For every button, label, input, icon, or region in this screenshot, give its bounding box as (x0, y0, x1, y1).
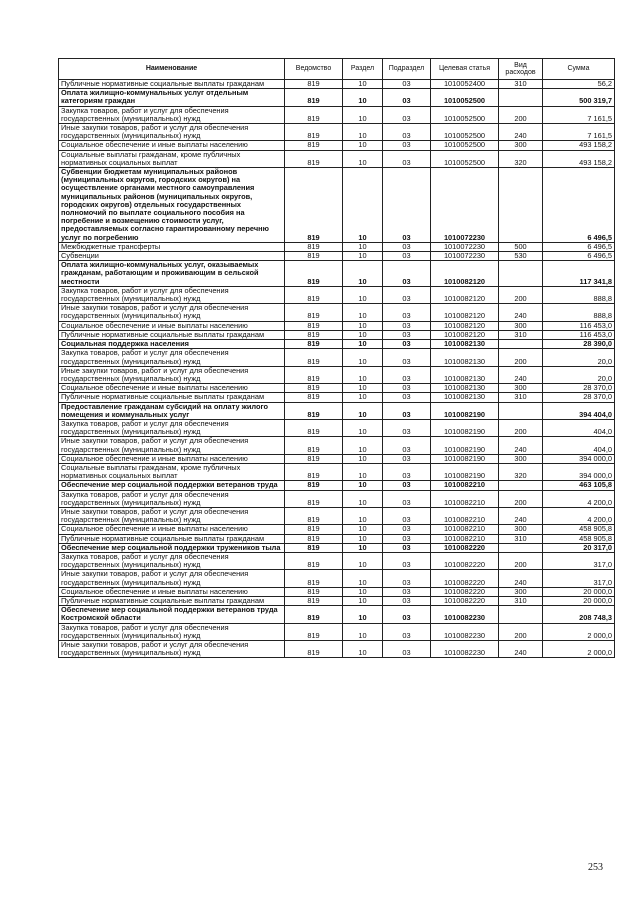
cell-subsection: 03 (383, 543, 431, 552)
cell-name: Закупка товаров, работ и услуг для обеспечения государственных (муниципальных) нужд (59, 623, 285, 640)
cell-dept: 819 (285, 340, 343, 349)
table-body (59, 80, 615, 658)
cell-section: 10 (343, 242, 383, 251)
cell-sum: 500 319,7 (543, 89, 615, 106)
cell-section: 10 (343, 124, 383, 141)
table-row (59, 168, 615, 243)
cell-name: Иные закупки товаров, работ и услуг для обеспечения государственных (муниципальных) нужд (59, 507, 285, 524)
cell-sum: 394 404,0 (543, 402, 615, 419)
cell-section: 10 (343, 454, 383, 463)
cell-name: Оплата жилищно-коммунальных услуг отдельным категориям граждан (59, 89, 285, 106)
table-row (59, 89, 615, 106)
cell-name: Субвенции бюджетам муниципальных районов (муниципальных округов, городских округов) на осуществление органами местного самоуправления муниципальных районов (муниципальных округов, городских округов) отдельных государственных полномочий по выплате социального пособия на погребение и возмещению стоимости услуг, предоставляемых согласно гарантированному перечню услуг по погребению (59, 168, 285, 243)
cell-subsection: 03 (383, 340, 431, 349)
cell-type: 320 (499, 463, 543, 480)
cell-dept: 819 (285, 596, 343, 605)
cell-sum: 7 161,5 (543, 106, 615, 123)
cell-name: Субвенции (59, 252, 285, 261)
cell-subsection: 03 (383, 150, 431, 167)
cell-subsection: 03 (383, 454, 431, 463)
cell-type: 300 (499, 587, 543, 596)
cell-subsection: 03 (383, 437, 431, 454)
cell-sum: 463 105,8 (543, 481, 615, 490)
cell-target: 1010082130 (431, 393, 499, 402)
cell-dept: 819 (285, 641, 343, 658)
cell-name: Публичные нормативные социальные выплаты гражданам (59, 330, 285, 339)
cell-dept: 819 (285, 366, 343, 383)
cell-target: 1010082120 (431, 304, 499, 321)
cell-subsection: 03 (383, 463, 431, 480)
cell-sum: 394 000,0 (543, 454, 615, 463)
cell-section: 10 (343, 402, 383, 419)
cell-subsection: 03 (383, 286, 431, 303)
table-row (59, 437, 615, 454)
cell-sum: 7 161,5 (543, 124, 615, 141)
cell-section: 10 (343, 587, 383, 596)
cell-subsection: 03 (383, 587, 431, 596)
cell-type: 320 (499, 150, 543, 167)
cell-dept: 819 (285, 606, 343, 623)
cell-section: 10 (343, 570, 383, 587)
cell-sum: 116 453,0 (543, 330, 615, 339)
budget-table (58, 58, 615, 658)
header-subsection: Подраздел (383, 59, 431, 80)
cell-target: 1010072230 (431, 242, 499, 251)
cell-name: Иные закупки товаров, работ и услуг для обеспечения государственных (муниципальных) нужд (59, 366, 285, 383)
table-row (59, 150, 615, 167)
cell-sum: 317,0 (543, 552, 615, 569)
cell-target: 1010052500 (431, 124, 499, 141)
table-row (59, 242, 615, 251)
cell-sum: 20,0 (543, 349, 615, 366)
cell-sum: 20,0 (543, 366, 615, 383)
cell-section: 10 (343, 490, 383, 507)
cell-type: 300 (499, 384, 543, 393)
cell-section: 10 (343, 340, 383, 349)
cell-sum: 20 000,0 (543, 587, 615, 596)
cell-type: 240 (499, 304, 543, 321)
cell-section: 10 (343, 463, 383, 480)
cell-section: 10 (343, 304, 383, 321)
cell-subsection: 03 (383, 330, 431, 339)
cell-sum: 56,2 (543, 80, 615, 89)
cell-name: Социальное обеспечение и иные выплаты населению (59, 525, 285, 534)
table-row (59, 141, 615, 150)
cell-target: 1010052500 (431, 141, 499, 150)
cell-section: 10 (343, 330, 383, 339)
cell-type (499, 168, 543, 243)
header-sum: Сумма (543, 59, 615, 80)
cell-name: Публичные нормативные социальные выплаты гражданам (59, 80, 285, 89)
cell-target: 1010052500 (431, 150, 499, 167)
cell-name: Публичные нормативные социальные выплаты гражданам (59, 393, 285, 402)
cell-name: Закупка товаров, работ и услуг для обеспечения государственных (муниципальных) нужд (59, 419, 285, 436)
cell-name: Публичные нормативные социальные выплаты гражданам (59, 596, 285, 605)
table-row (59, 623, 615, 640)
cell-section: 10 (343, 525, 383, 534)
cell-section: 10 (343, 366, 383, 383)
cell-dept: 819 (285, 525, 343, 534)
cell-section: 10 (343, 481, 383, 490)
cell-subsection: 03 (383, 534, 431, 543)
cell-subsection: 03 (383, 252, 431, 261)
cell-sum: 458 905,8 (543, 534, 615, 543)
header-name: Наименование (59, 59, 285, 80)
cell-dept: 819 (285, 587, 343, 596)
cell-target: 1010082130 (431, 340, 499, 349)
cell-subsection: 03 (383, 570, 431, 587)
cell-type: 310 (499, 330, 543, 339)
table-row (59, 507, 615, 524)
cell-section: 10 (343, 641, 383, 658)
cell-section: 10 (343, 543, 383, 552)
cell-section: 10 (343, 261, 383, 287)
cell-type (499, 89, 543, 106)
cell-type (499, 543, 543, 552)
cell-target: 1010082120 (431, 261, 499, 287)
cell-subsection: 03 (383, 106, 431, 123)
cell-dept: 819 (285, 252, 343, 261)
cell-target: 1010072230 (431, 252, 499, 261)
cell-type: 300 (499, 525, 543, 534)
cell-target: 1010052500 (431, 89, 499, 106)
cell-sum: 888,8 (543, 286, 615, 303)
cell-subsection: 03 (383, 490, 431, 507)
cell-name: Иные закупки товаров, работ и услуг для обеспечения государственных (муниципальных) нужд (59, 570, 285, 587)
cell-type: 240 (499, 641, 543, 658)
cell-subsection: 03 (383, 80, 431, 89)
cell-type: 240 (499, 366, 543, 383)
cell-target: 1010052500 (431, 106, 499, 123)
cell-subsection: 03 (383, 525, 431, 534)
cell-target: 1010082220 (431, 552, 499, 569)
cell-dept: 819 (285, 150, 343, 167)
cell-sum: 208 748,3 (543, 606, 615, 623)
cell-section: 10 (343, 419, 383, 436)
cell-dept: 819 (285, 419, 343, 436)
cell-name: Иные закупки товаров, работ и услуг для обеспечения государственных (муниципальных) нужд (59, 124, 285, 141)
cell-target: 1010082220 (431, 543, 499, 552)
cell-name: Обеспечение мер социальной поддержки тружеников тыла (59, 543, 285, 552)
cell-sum: 317,0 (543, 570, 615, 587)
cell-dept: 819 (285, 168, 343, 243)
cell-target: 1010072230 (431, 168, 499, 243)
table-row (59, 124, 615, 141)
cell-target: 1010082130 (431, 366, 499, 383)
cell-name: Обеспечение мер социальной поддержки ветеранов труда Костромской области (59, 606, 285, 623)
cell-sum: 20 000,0 (543, 596, 615, 605)
cell-sum: 6 496,5 (543, 242, 615, 251)
cell-target: 1010052400 (431, 80, 499, 89)
cell-type: 240 (499, 437, 543, 454)
cell-dept: 819 (285, 349, 343, 366)
cell-subsection: 03 (383, 141, 431, 150)
cell-sum: 394 000,0 (543, 463, 615, 480)
cell-subsection: 03 (383, 402, 431, 419)
cell-name: Иные закупки товаров, работ и услуг для обеспечения государственных (муниципальных) нужд (59, 437, 285, 454)
cell-name: Закупка товаров, работ и услуг для обеспечения государственных (муниципальных) нужд (59, 552, 285, 569)
cell-type: 200 (499, 623, 543, 640)
cell-subsection: 03 (383, 623, 431, 640)
header-dept: Ведомство (285, 59, 343, 80)
cell-subsection: 03 (383, 168, 431, 243)
cell-section: 10 (343, 150, 383, 167)
cell-sum: 6 496,5 (543, 168, 615, 243)
table-row (59, 481, 615, 490)
cell-type (499, 606, 543, 623)
table-row (59, 463, 615, 480)
cell-section: 10 (343, 393, 383, 402)
cell-type: 200 (499, 552, 543, 569)
table-row (59, 393, 615, 402)
cell-type: 300 (499, 141, 543, 150)
cell-section: 10 (343, 141, 383, 150)
cell-name: Межбюджетные трансферты (59, 242, 285, 251)
cell-sum: 4 200,0 (543, 490, 615, 507)
cell-name: Социальное обеспечение и иные выплаты населению (59, 141, 285, 150)
cell-target: 1010082190 (431, 402, 499, 419)
cell-target: 1010082220 (431, 587, 499, 596)
cell-type: 200 (499, 106, 543, 123)
cell-target: 1010082130 (431, 349, 499, 366)
cell-dept: 819 (285, 454, 343, 463)
cell-subsection: 03 (383, 321, 431, 330)
cell-subsection: 03 (383, 242, 431, 251)
cell-subsection: 03 (383, 507, 431, 524)
table-row (59, 349, 615, 366)
cell-sum: 117 341,8 (543, 261, 615, 287)
cell-dept: 819 (285, 106, 343, 123)
cell-name: Закупка товаров, работ и услуг для обеспечения государственных (муниципальных) нужд (59, 349, 285, 366)
cell-section: 10 (343, 80, 383, 89)
cell-sum: 2 000,0 (543, 623, 615, 640)
cell-sum: 116 453,0 (543, 321, 615, 330)
cell-dept: 819 (285, 570, 343, 587)
table-header (59, 59, 615, 80)
cell-dept: 819 (285, 507, 343, 524)
header-section: Раздел (343, 59, 383, 80)
cell-name: Социальное обеспечение и иные выплаты населению (59, 384, 285, 393)
cell-target: 1010082230 (431, 606, 499, 623)
cell-target: 1010082120 (431, 330, 499, 339)
cell-type: 300 (499, 321, 543, 330)
cell-type: 310 (499, 393, 543, 402)
cell-sum: 458 905,8 (543, 525, 615, 534)
cell-target: 1010082190 (431, 463, 499, 480)
cell-type: 310 (499, 80, 543, 89)
header-target: Целевая статья (431, 59, 499, 80)
cell-subsection: 03 (383, 419, 431, 436)
cell-name: Социальное обеспечение и иные выплаты населению (59, 587, 285, 596)
cell-target: 1010082230 (431, 641, 499, 658)
cell-section: 10 (343, 437, 383, 454)
cell-dept: 819 (285, 242, 343, 251)
cell-target: 1010082190 (431, 419, 499, 436)
cell-section: 10 (343, 106, 383, 123)
cell-sum: 404,0 (543, 419, 615, 436)
cell-name: Обеспечение мер социальной поддержки ветеранов труда (59, 481, 285, 490)
cell-subsection: 03 (383, 304, 431, 321)
cell-dept: 819 (285, 552, 343, 569)
cell-type: 240 (499, 507, 543, 524)
cell-subsection: 03 (383, 641, 431, 658)
cell-dept: 819 (285, 463, 343, 480)
cell-sum: 28 390,0 (543, 340, 615, 349)
cell-name: Публичные нормативные социальные выплаты гражданам (59, 534, 285, 543)
cell-name: Предоставление гражданам субсидий на оплату жилого помещения и коммунальных услуг (59, 402, 285, 419)
cell-type (499, 481, 543, 490)
cell-dept: 819 (285, 321, 343, 330)
cell-section: 10 (343, 552, 383, 569)
cell-type: 200 (499, 490, 543, 507)
cell-type: 200 (499, 349, 543, 366)
cell-type: 310 (499, 596, 543, 605)
cell-name: Иные закупки товаров, работ и услуг для обеспечения государственных (муниципальных) нужд (59, 641, 285, 658)
table-row (59, 490, 615, 507)
cell-subsection: 03 (383, 366, 431, 383)
cell-section: 10 (343, 349, 383, 366)
cell-target: 1010082220 (431, 570, 499, 587)
cell-target: 1010082190 (431, 437, 499, 454)
cell-dept: 819 (285, 124, 343, 141)
cell-section: 10 (343, 286, 383, 303)
cell-name: Закупка товаров, работ и услуг для обеспечения государственных (муниципальных) нужд (59, 106, 285, 123)
cell-dept: 819 (285, 80, 343, 89)
cell-dept: 819 (285, 141, 343, 150)
table-row (59, 106, 615, 123)
cell-section: 10 (343, 384, 383, 393)
cell-name: Оплата жилищно-коммунальных услуг, оказываемых гражданам, работающим и проживающим в сельской местности (59, 261, 285, 287)
cell-subsection: 03 (383, 596, 431, 605)
table-row (59, 525, 615, 534)
table-row (59, 304, 615, 321)
cell-dept: 819 (285, 481, 343, 490)
cell-type (499, 261, 543, 287)
cell-subsection: 03 (383, 261, 431, 287)
cell-subsection: 03 (383, 393, 431, 402)
table-row (59, 641, 615, 658)
cell-name: Социальное обеспечение и иные выплаты населению (59, 321, 285, 330)
header-row (59, 59, 615, 80)
cell-subsection: 03 (383, 384, 431, 393)
cell-name: Закупка товаров, работ и услуг для обеспечения государственных (муниципальных) нужд (59, 490, 285, 507)
cell-type: 500 (499, 242, 543, 251)
cell-dept: 819 (285, 623, 343, 640)
header-type: Вид расходов (499, 59, 543, 80)
cell-sum: 493 158,2 (543, 150, 615, 167)
cell-target: 1010082120 (431, 286, 499, 303)
table-row (59, 570, 615, 587)
cell-target: 1010082120 (431, 321, 499, 330)
cell-name: Социальные выплаты гражданам, кроме публичных нормативных социальных выплат (59, 463, 285, 480)
cell-target: 1010082130 (431, 384, 499, 393)
table-row (59, 261, 615, 287)
table-row (59, 419, 615, 436)
cell-dept: 819 (285, 261, 343, 287)
cell-dept: 819 (285, 286, 343, 303)
table-row (59, 366, 615, 383)
cell-subsection: 03 (383, 552, 431, 569)
table-row (59, 321, 615, 330)
cell-subsection: 03 (383, 606, 431, 623)
cell-section: 10 (343, 623, 383, 640)
cell-section: 10 (343, 168, 383, 243)
cell-section: 10 (343, 507, 383, 524)
cell-target: 1010082220 (431, 596, 499, 605)
page-number: 253 (588, 862, 603, 873)
cell-sum: 28 370,0 (543, 393, 615, 402)
table-row (59, 552, 615, 569)
cell-section: 10 (343, 89, 383, 106)
cell-type: 240 (499, 124, 543, 141)
cell-subsection: 03 (383, 124, 431, 141)
cell-dept: 819 (285, 384, 343, 393)
cell-dept: 819 (285, 534, 343, 543)
table-row (59, 606, 615, 623)
cell-target: 1010082210 (431, 525, 499, 534)
cell-section: 10 (343, 534, 383, 543)
cell-name: Социальное обеспечение и иные выплаты населению (59, 454, 285, 463)
cell-dept: 819 (285, 402, 343, 419)
cell-target: 1010082210 (431, 481, 499, 490)
cell-section: 10 (343, 596, 383, 605)
cell-type: 310 (499, 534, 543, 543)
cell-section: 10 (343, 252, 383, 261)
cell-target: 1010082230 (431, 623, 499, 640)
cell-subsection: 03 (383, 89, 431, 106)
cell-dept: 819 (285, 543, 343, 552)
cell-dept: 819 (285, 437, 343, 454)
cell-type: 300 (499, 454, 543, 463)
cell-target: 1010082210 (431, 490, 499, 507)
cell-dept: 819 (285, 89, 343, 106)
cell-type: 240 (499, 570, 543, 587)
cell-sum: 2 000,0 (543, 641, 615, 658)
cell-section: 10 (343, 606, 383, 623)
cell-sum: 6 496,5 (543, 252, 615, 261)
cell-name: Закупка товаров, работ и услуг для обеспечения государственных (муниципальных) нужд (59, 286, 285, 303)
cell-type: 200 (499, 286, 543, 303)
cell-name: Социальная поддержка населения (59, 340, 285, 349)
cell-target: 1010082210 (431, 534, 499, 543)
cell-section: 10 (343, 321, 383, 330)
cell-type: 200 (499, 419, 543, 436)
cell-sum: 888,8 (543, 304, 615, 321)
cell-type (499, 340, 543, 349)
table-row (59, 402, 615, 419)
cell-dept: 819 (285, 490, 343, 507)
cell-dept: 819 (285, 330, 343, 339)
cell-subsection: 03 (383, 349, 431, 366)
table-row (59, 286, 615, 303)
cell-target: 1010082210 (431, 507, 499, 524)
table-row (59, 534, 615, 543)
cell-sum: 28 370,0 (543, 384, 615, 393)
cell-sum: 493 158,2 (543, 141, 615, 150)
cell-dept: 819 (285, 304, 343, 321)
cell-name: Иные закупки товаров, работ и услуг для обеспечения государственных (муниципальных) нужд (59, 304, 285, 321)
cell-target: 1010082190 (431, 454, 499, 463)
cell-name: Социальные выплаты гражданам, кроме публичных нормативных социальных выплат (59, 150, 285, 167)
cell-type (499, 402, 543, 419)
cell-sum: 404,0 (543, 437, 615, 454)
cell-dept: 819 (285, 393, 343, 402)
cell-sum: 20 317,0 (543, 543, 615, 552)
cell-sum: 4 200,0 (543, 507, 615, 524)
cell-type: 530 (499, 252, 543, 261)
cell-subsection: 03 (383, 481, 431, 490)
